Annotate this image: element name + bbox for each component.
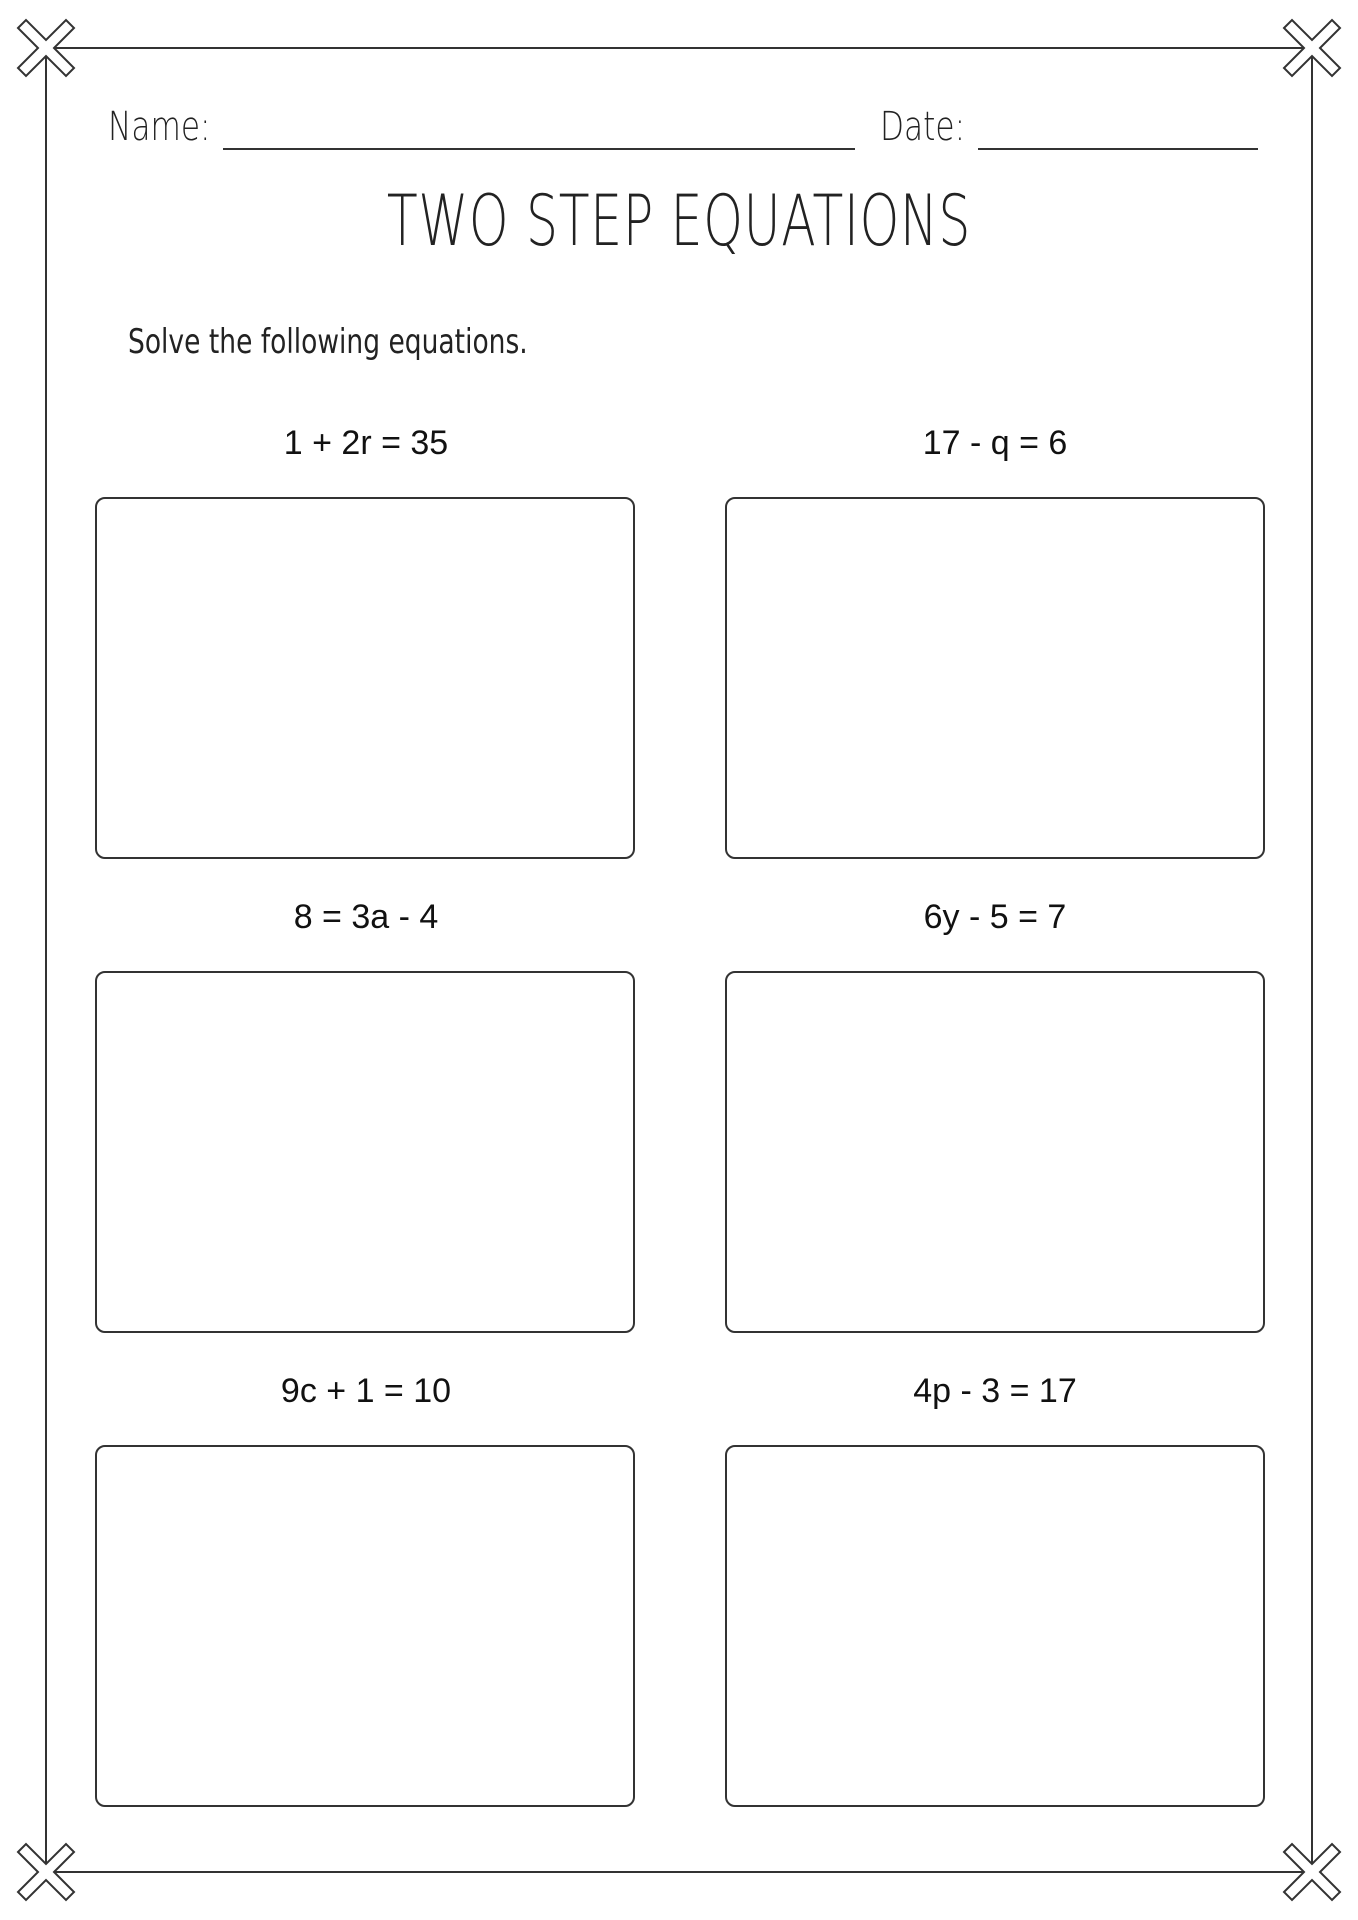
answer-box-5[interactable] xyxy=(95,1445,635,1807)
answer-box-1[interactable] xyxy=(95,497,635,859)
equation-5: 9c + 1 = 10 xyxy=(280,1372,452,1410)
name-label: Name: xyxy=(108,104,211,150)
equation-6: 4p - 3 = 17 xyxy=(913,1372,1077,1410)
name-field[interactable] xyxy=(223,148,855,150)
date-label: Date: xyxy=(880,104,966,150)
equation-3: 8 = 3a - 4 xyxy=(293,898,439,936)
answer-box-2[interactable] xyxy=(725,497,1265,859)
equation-4: 6y - 5 = 7 xyxy=(923,898,1067,936)
answer-box-4[interactable] xyxy=(725,971,1265,1333)
instructions: Solve the following equations. xyxy=(128,322,528,362)
answer-box-3[interactable] xyxy=(95,971,635,1333)
equation-2: 17 - q = 6 xyxy=(922,424,1068,462)
answer-box-6[interactable] xyxy=(725,1445,1265,1807)
date-field[interactable] xyxy=(978,148,1258,150)
page-title: TWO STEP EQUATIONS xyxy=(386,180,972,262)
header-row xyxy=(108,100,1258,160)
equation-1: 1 + 2r = 35 xyxy=(283,424,449,462)
